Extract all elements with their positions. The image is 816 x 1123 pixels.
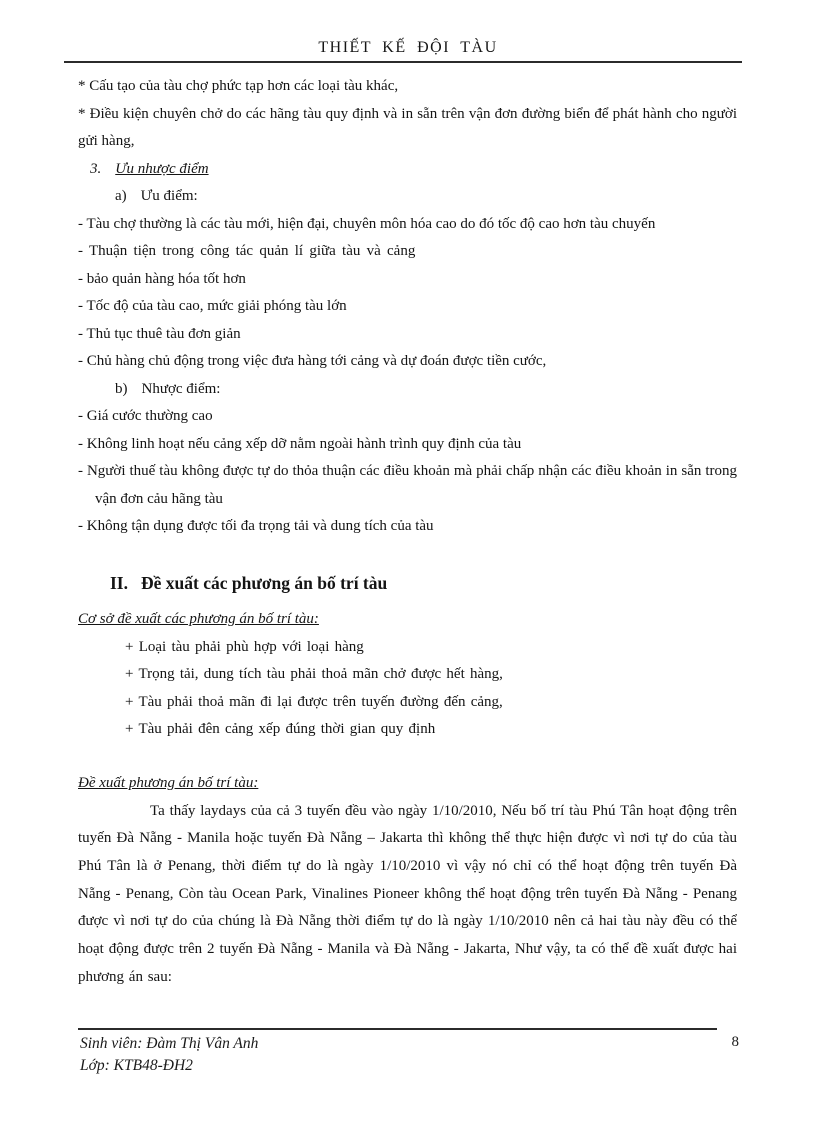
list-item: - Tàu chợ thường là các tàu mới, hiện đại, chuyên môn hóa cao do đó tốc độ cao hơn tàu chuyến	[78, 215, 656, 232]
list-item: - Không tận dụng được tối đa trọng tải và dung tích của tàu	[78, 518, 434, 534]
section-3-number: 3.	[90, 160, 102, 177]
subsection-b-label: Nhược điểm:	[141, 380, 221, 397]
list-item: - Tốc độ của tàu cao, mức giải phóng tàu lớn	[78, 298, 347, 314]
paragraph-star-2: * Điều kiện chuyên chở do các hãng tàu quy định và in sẵn trên vận đơn đường biển để phát hành cho người gửi hàng,	[78, 105, 737, 149]
list-item: - Không linh hoạt nếu cảng xếp dỡ nằm ngoài hành trình quy định của tàu	[78, 435, 522, 452]
page-footer	[0, 1028, 816, 1077]
subsection-b-heading	[115, 376, 737, 404]
subsection-b-marker: b)	[115, 380, 128, 397]
basis-heading-text: Cơ sở đề xuất các phương án bố trí tàu:	[78, 610, 319, 627]
page-number: 8	[731, 1034, 739, 1050]
basis-heading	[78, 605, 737, 634]
list-item: - Chủ hàng chủ động trong việc đưa hàng tới cảng và dự đoán được tiền cước,	[78, 353, 547, 369]
footer-class: Lớp: KTB48-ĐH2	[80, 1057, 193, 1074]
document-body	[0, 63, 816, 991]
footer-student: Sinh viên: Đàm Thị Vân Anh	[80, 1035, 259, 1052]
section-2-heading	[110, 568, 737, 598]
list-item: + Tàu phải đên cảng xếp đúng thời gian quy định	[125, 721, 436, 737]
list-item: - Người thuế tàu không được tự do thỏa thuận các điều khoản mà phải chấp nhận các điều khoản in sẵn trong vận đơn cảu hãng tàu	[78, 463, 737, 507]
page-header	[0, 0, 816, 63]
page-title: THIẾT KẾ ĐỘI TÀU	[318, 39, 498, 56]
subsection-a-heading	[115, 183, 737, 211]
list-item: - Giá cước thường cao	[78, 408, 213, 424]
proposal-heading	[78, 769, 737, 798]
subsection-a-marker: a)	[115, 188, 127, 204]
list-item: + Loại tàu phải phù hợp với loại hàng	[125, 638, 364, 655]
list-item: + Trọng tải, dung tích tàu phải thoả mãn chở được hết hàng,	[125, 666, 503, 682]
section-2-title: Đề xuất các phương án bố trí tàu	[141, 572, 388, 593]
section-3-heading	[90, 156, 737, 184]
proposal-heading-text: Đề xuất phương án bố trí tàu:	[78, 774, 259, 791]
list-item: + Tàu phải thoả mãn đi lại được trên tuyến đường đến cảng,	[125, 693, 503, 710]
subsection-a-label: Ưu điểm:	[140, 188, 198, 204]
section-2-number: II.	[110, 572, 128, 593]
section-3-title: Ưu nhược điểm	[115, 160, 209, 177]
proposal-paragraph: Ta thấy laydays của cả 3 tuyến đều vào ngày 1/10/2010, Nếu bố trí tàu Phú Tân hoạt động trên tuyến Đà Nẵng - Manila hoặc tuyến Đà Nẵng – Jakarta thì không thể thực hiện được vì nơi tự do của tàu Phú Tân là ở Penang, thời điểm tự do là ngày 1/10/2010 vì vậy nó chỉ có thể hoạt động trên tuyến Đà Nẵng - Penang, Còn tàu Ocean Park, Vinalines Pioneer không thể hoạt động trên tuyến Đà Nẵng - Penang được vì nơi tự do của chúng là Đà Nẵng thời điểm tự do là ngày 1/10/2010 nên cả hai tàu này đều có thể hoạt động được trên 2 tuyến Đà Nẵng - Manila và Đà Nẵng - Jakarta, Như vậy, ta có thể đề xuất được hai phương án sau:	[78, 802, 737, 985]
list-item: - bảo quản hàng hóa tốt hơn	[78, 270, 246, 287]
paragraph-star-1: * Cấu tạo của tàu chợ phức tạp hơn các loại tàu khác,	[78, 78, 399, 94]
footer-lines	[0, 1030, 816, 1077]
list-item: - Thủ tục thuê tàu đơn giản	[78, 325, 241, 342]
list-item: - Thuận tiện trong công tác quản lí giữa tàu và cảng	[78, 243, 416, 259]
